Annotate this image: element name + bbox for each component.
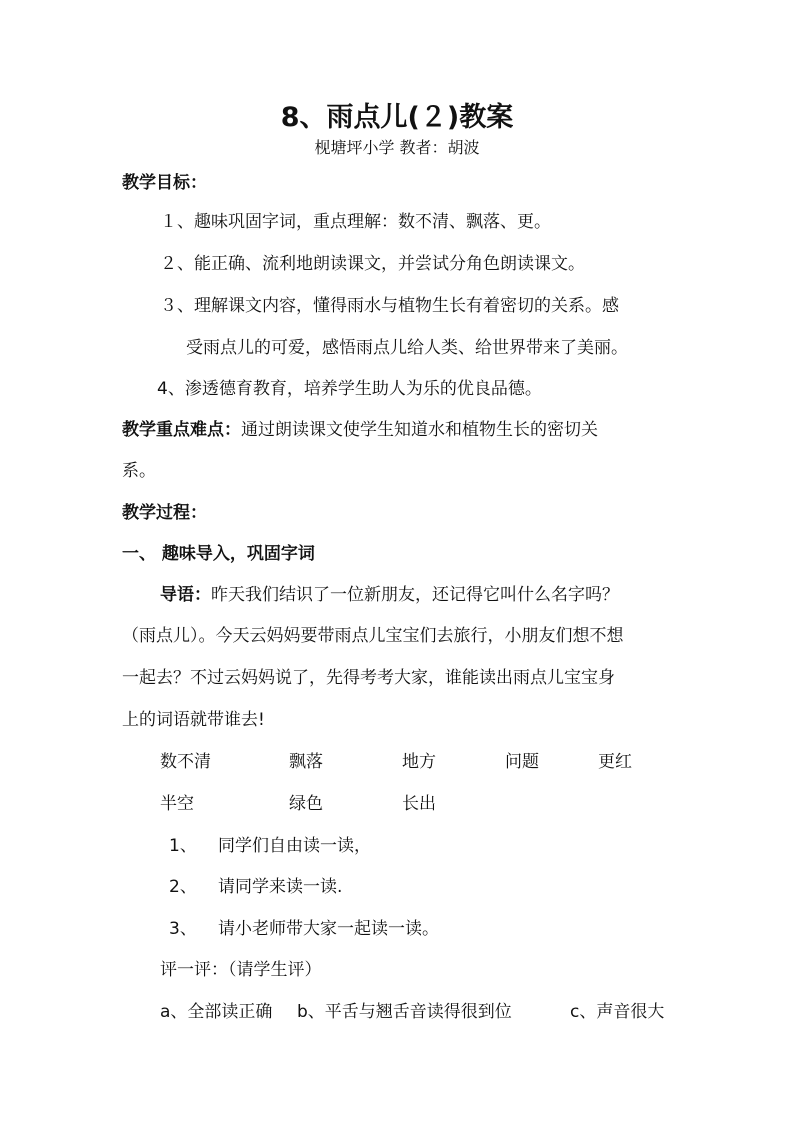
intro-paragraph-line-2: （雨点儿）。今天云妈妈要带雨点儿宝宝们去旅行，小朋友们想不想 [122,626,624,646]
word-item: 长出 [402,794,436,814]
process-heading: 教学过程： [122,503,207,523]
criteria-c: c、声音很大 [570,1002,665,1022]
document-subtitle: 枧塘坪小学 教者：胡波 [314,138,480,157]
word-item: 更红 [598,752,632,772]
word-item: 地方 [402,752,436,772]
intro-paragraph-line-4: 上的词语就带谁去! [122,710,265,730]
objective-item-4: 4、渗透德育教育，培养学生助人为乐的优良品德。 [157,379,542,399]
word-item: 半空 [160,794,194,814]
intro-label: 导语： [160,585,211,605]
step-text: 同学们自由读一读， [218,836,371,856]
intro-paragraph-line-3: 一起去？不过云妈妈说了，先得考考大家，谁能读出雨点儿宝宝身 [122,668,615,688]
objective-item-2: ２、能正确、流利地朗读课文，并尝试分角色朗读课文。 [160,254,585,274]
document-title: 8、雨点儿(２)教案 [280,102,514,133]
key-points-paragraph [122,417,598,443]
intro-text-1: 昨天我们结识了一位新朋友，还记得它叫什么名字吗？ [211,585,619,605]
intro-paragraph-line-1 [160,582,619,608]
step-text: 请同学来读一读. [218,877,343,897]
objective-item-1: １、趣味巩固字词，重点理解：数不清、飘落、更。 [160,212,551,232]
word-item: 问题 [505,752,539,772]
objective-item-3-line-1: ３、理解课文内容，懂得雨水与植物生长有着密切的关系。感 [160,296,619,316]
key-points-text: 通过朗读课文使学生知道水和植物生长的密切关 [241,420,598,440]
word-item: 绿色 [289,794,323,814]
key-points-label: 教学重点难点： [122,420,241,440]
criteria-b: b、平舌与翘舌音读得很到位 [297,1002,512,1022]
objectives-heading: 教学目标： [122,173,207,193]
word-item: 数不清 [160,752,211,772]
key-points-continuation: 系。 [122,461,156,481]
step-number: 2、 [169,877,197,897]
step-number: 1、 [169,836,197,856]
evaluate-line: 评一评：（请学生评） [160,960,322,980]
step-text: 请小老师带大家一起读一读。 [218,919,439,939]
criteria-a: a、全部读正确 [160,1002,273,1022]
word-item: 飘落 [289,752,323,772]
step-number: 3、 [169,919,197,939]
objective-item-3-line-2: 受雨点儿的可爱，感悟雨点儿给人类、给世界带来了美丽。 [186,338,628,358]
section-1-title: 一、 趣味导入，巩固字词 [122,544,315,564]
